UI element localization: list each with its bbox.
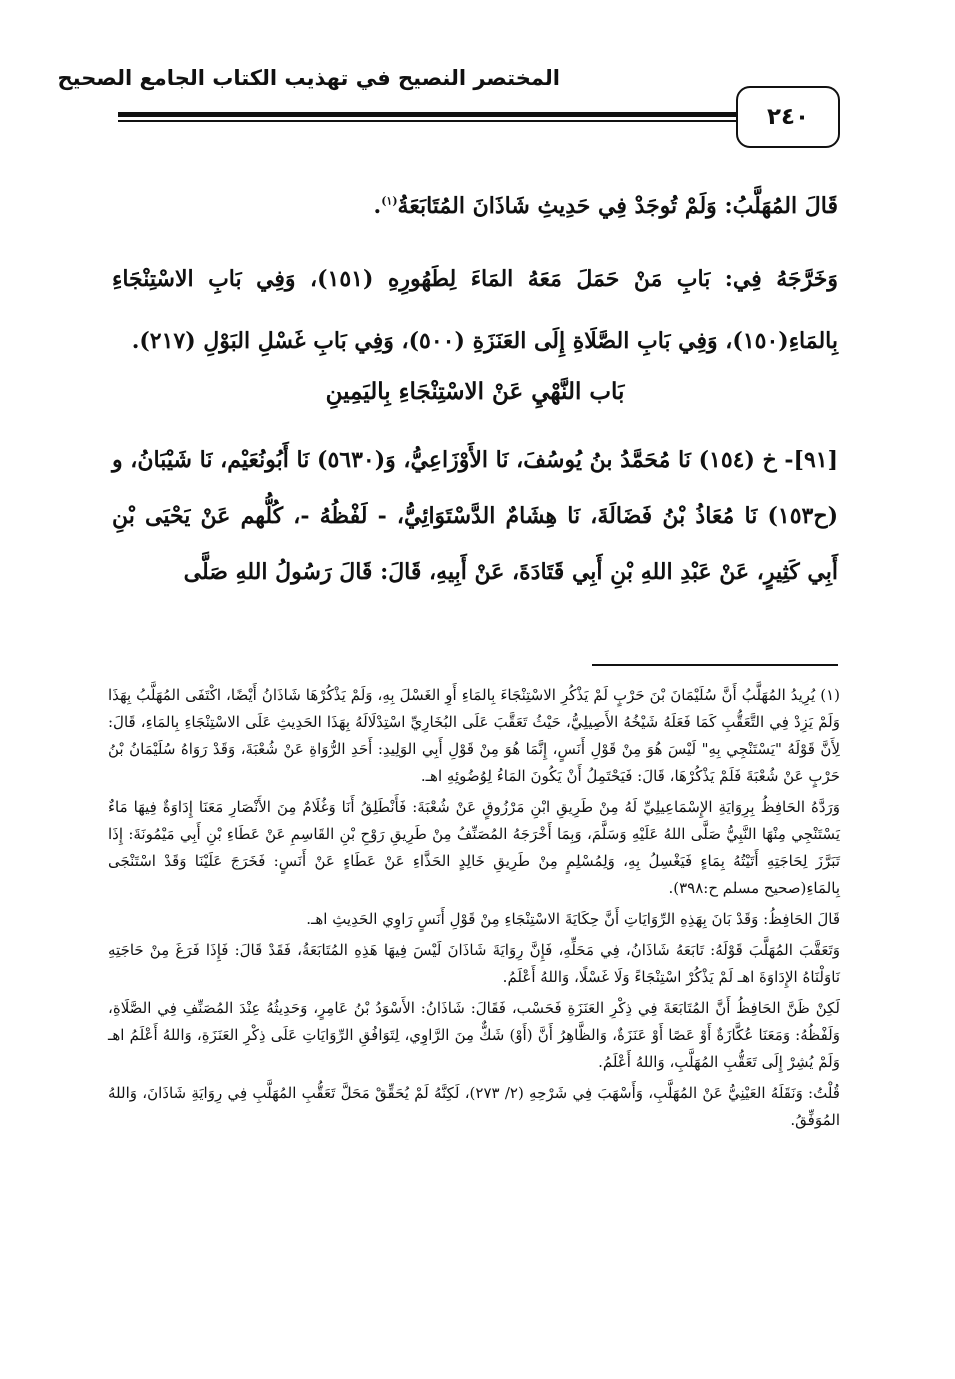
header-rule-thin <box>118 120 736 122</box>
paragraph-muhallab-end: . <box>373 193 382 219</box>
footnotes-section <box>108 682 840 1134</box>
paragraph-takhrij: وَخَرَّجَهُ فِي: بَابِ مَنْ حَمَلَ مَعَهُ المَاءَ لِطَهُورِهِ (١٥١)، وَفِي بَابِ الاسْتِنْجَاءِ بِالمَاءِ(١٥٠)، وَفِي بَابِ الصَّلَاةِ إِلَى العَنَزَةِ (٥٠٠)، وَفِي بَابِ غَسْلِ البَوْلِ (٢١٧). <box>112 266 838 354</box>
footnote-paragraph: قَالَ الحَافِظُ: وَقَدْ بَانَ بِهَذِهِ الرِّوَايَاتِ أَنَّ حِكَايَةَ الاسْتِنْجَاءِ مِنْ قَوْلِ أَنَسٍ رَاوِي الحَدِيثِ اهـ. <box>306 910 840 928</box>
page-number-text: ٢٤٠ <box>766 104 810 130</box>
running-header-title: المختصر النصيح في تهذيب الكتاب الجامع الصحيح <box>57 66 560 90</box>
paragraph-muhallab-text: قَالَ المُهَلَّبُ: وَلَمْ تُوجَدْ فِي حَدِيثِ شَاذَانَ المُتَابَعَةُ <box>397 193 838 219</box>
header-rule-thick <box>118 112 736 117</box>
page-number <box>736 86 840 148</box>
chapter-heading: بَاب النَّهْيِ عَنْ الاسْتِنْجَاءِ بِاليَمِينِ <box>325 378 625 405</box>
footnote-reference-1: (١) <box>381 194 398 208</box>
footnote-paragraph: (١) يُرِيدُ المُهَلَّبُ أَنَّ سُلَيْمَانَ بْنَ حَرْبٍ لَمْ يَذْكُرِ الاسْتِنْجَاءَ بِالمَاءِ أَوِ الغَسْلَ بِهِ، وَلَمْ يَذْكُرْهَا شَاذَانُ أَيْضًا، اكْتَفَى المُهَلَّبُ بِهَذَا وَلَمْ يَزِدْ فِي التَّعَقُّبِ كَمَا فَعَلَهُ شَيْخُهُ الأَصِيلِيُّ، حَيْثُ تَعَقَّبَ عَلَى البُخَارِيِّ اسْتِدْلَالَهُ بِهَذَا الحَدِيثِ عَلَى الاسْتِنْجَاءِ بِالمَاءِ، قَالَ: لِأَنَّ قَوْلَهُ "يَسْتَنْجِي بِهِ" لَيْسَ هُوَ مِنْ قَوْلِ أَنَسٍ، إِنَّمَا هُوَ مِنْ قَوْلِ أَبِي الوَلِيدِ: أَحَدِ الرُّوَاةِ عَنْ شُعْبَةَ، وَقَدْ رَوَاهُ سُلَيْمَانُ بْنُ حَرْبٍ عَنْ شُعْبَةَ فَلَمْ يَذْكُرْهَا، قَالَ: فَيَحْتَمِلُ أَنْ يَكُونَ المَاءُ لِوُضُوئِهِ اهـ. <box>108 686 840 785</box>
footnote-separator <box>592 664 838 666</box>
footnote-paragraph: وَتَعَقَّبَ المُهَلَّبَ قَوْلَهُ: تَابَعَهُ شَاذَانُ، فِي مَحَلِّهِ، فَإِنَّ رِوَايَةَ شَاذَانَ لَيْسَ فِيهَا هَذِهِ المُتَابَعَةُ، فَقَدْ قَالَ: فَإِذَا فَرَغَ مِنْ حَاجَتِهِ نَاوَلْنَاهُ الإِدَاوَةَ اهـ لَمْ يَذْكُرْ اسْتِنْجَاءً وَلَا غَسْلًا، وَاللهُ أَعْلَمُ. <box>108 941 840 986</box>
paragraph-muhallab <box>112 186 838 226</box>
footnote-paragraph: لَكِنْ ظَنَّ الحَافِظُ أَنَّ المُتَابَعَةَ فِي ذِكْرِ العَنَزَةِ فَحَسْب، فَقَالَ: شَاذَانُ: الأَسْوَدُ بْنُ عَامِرٍ، وَحَدِيثُهُ عِنْدَ المُصَنِّفِ فِي الصَّلَاةِ، وَلَفْظُهُ: وَمَعَنَا عُكَّازَةٌ أَوْ عَصًا أَوْ عَنَزَةٌ، وَالظَّاهِرُ أَنَّ (أَوْ) شَكٌّ مِنَ الرَّاوِي، لِتَوَافُقِ الرِّوَايَاتِ عَلَى ذِكْرِ العَنَزَةِ، وَاللهُ أَعْلَمُ اهـ وَلَمْ يُشِرْ إِلَى تَعَقُّبِ المُهَلَّبِ، وَاللهُ أَعْلَمُ. <box>108 999 840 1071</box>
footnote-paragraph: قُلْتُ: وَنَقَلَهُ العَيْنِيُّ عَنْ المُهَلَّبِ، وَأَسْهَبَ فِي شَرْحِهِ (٢/ ٢٧٣)، لَكِنَّهُ لَمْ يُحَقِّقْ مَحَلَّ تَعَقُّبِ المُهَلَّبِ فِي رِوَايَةِ شَاذَانَ، وَاللهُ المُوَفِّقُ. <box>108 1084 840 1129</box>
hadith-isnad: [٩١]- خ (١٥٤) نَا مُحَمَّدُ بنُ يُوسُفَ، نَا الأَوْزَاعِيُّ، وَ(٥٦٣٠) نَا أَبُونُعَيْم، نَا شَيْبَانُ، و (ح١٥٣) نَا مُعَاذُ بْنُ فَضَالَةَ، نَا هِشَامٌ الدَّسْتَوَائِيُّ، - لَفْظُهُ -، كُلُّهم عَنْ يَحْيَى بْنِ أَبِي كَثِيرٍ، عَنْ عَبْدِ اللهِ بْنِ أَبِي قَتَادَةَ، عَنْ أَبِيهِ، قَالَ: قَالَ رَسُولُ اللهِ صَلَّى <box>112 447 839 585</box>
footnote-paragraph: وَرَدَّهُ الحَافِظُ بِرِوَايَةِ الإِسْمَاعِيلِيِّ لَهُ مِنْ طَرِيقِ ابْنِ مَرْزُوقٍ عَنْ شُعْبَةَ: فَأَنْطَلِقُ أَنَا وَغُلَامٌ مِنَ الأَنْصَارِ مَعَنَا إِدَاوَةٌ فِيهَا مَاءٌ يَسْتَنْجِي مِنْهَا النَّبِيُّ صَلَّى اللهُ عَلَيْهِ وَسَلَّمَ، وَبِمَا أَخْرَجَهُ المُصَنِّفُ مِنْ طَرِيقِ رَوْحِ بْنِ القَاسِمِ عَنْ عَطَاءِ بْنِ أَبِي مَيْمُونَةَ: إِذَا تَبَرَّزَ لِحَاجَتِهِ أَتَيْتُهُ بِمَاءٍ فَيَغْسِلُ بِهِ، وَلِمُسْلِمٍ مِنْ طَرِيقِ خَالِدٍ الحَذَّاءِ عَنْ عَطَاءٍ عَنْ أَنَسٍ: فَخَرَجَ عَلَيْنَا وَقَدْ اسْتَنْجَى بِالمَاءِ(صحيح مسلم ح:٣٩٨). <box>108 798 840 897</box>
